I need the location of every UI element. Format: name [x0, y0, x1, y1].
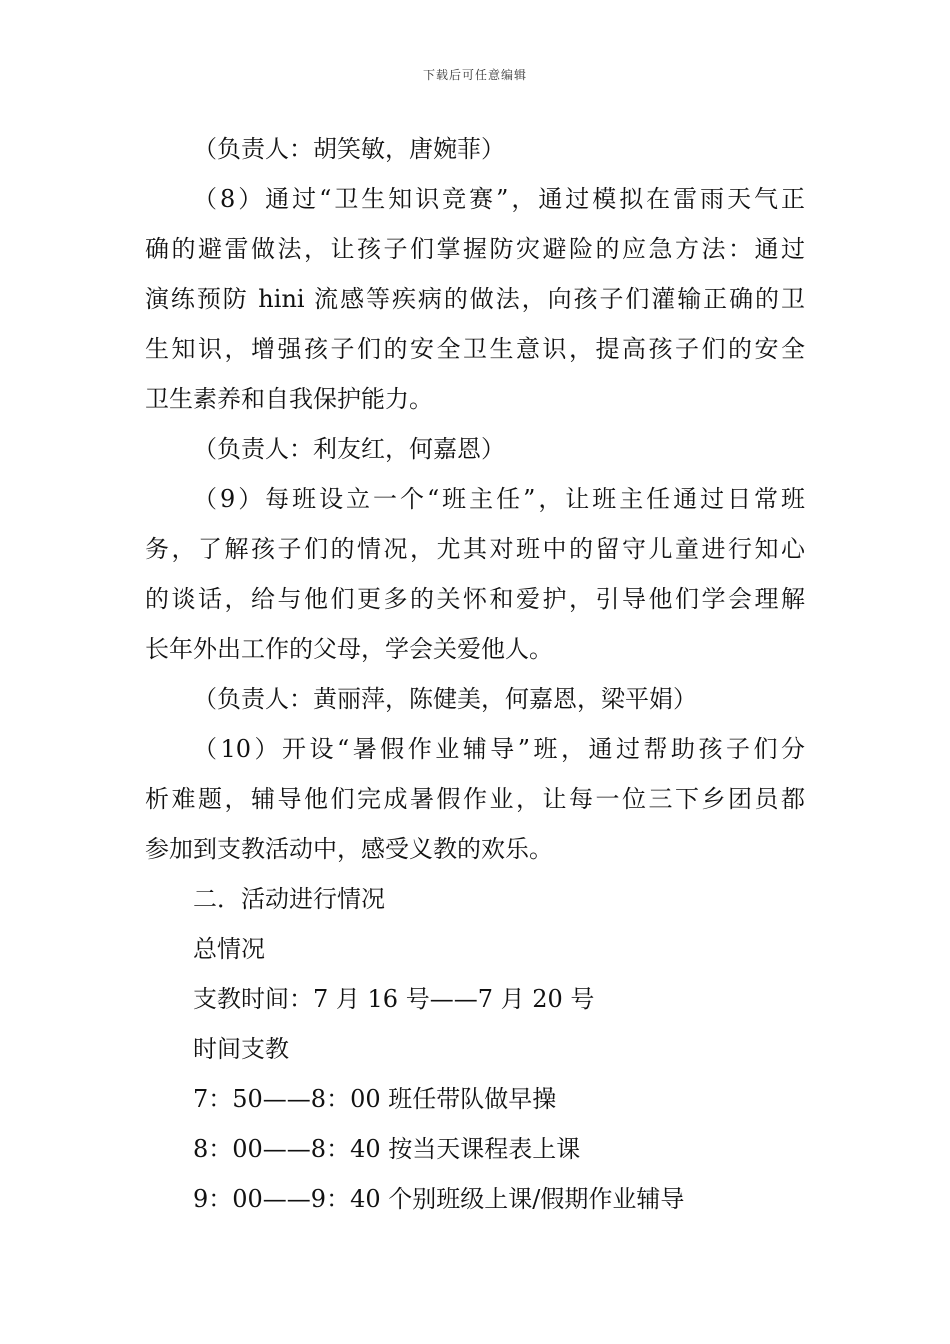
paragraph-line: 析难题，辅导他们完成暑假作业，让每一位三下乡团员都 — [145, 785, 805, 813]
schedule-item: 8：00——8：40 按当天课程表上课 — [193, 1135, 581, 1163]
paragraph-line: 参加到支教活动中，感受义教的欢乐。 — [145, 835, 553, 863]
document-body — [145, 124, 805, 1224]
responsible-persons-line: （负责人：胡笑敏，唐婉菲） — [193, 135, 505, 163]
paragraph-line: （9）每班设立一个“班主任”，让班主任通过日常班 — [193, 485, 805, 513]
responsible-persons-line: （负责人：利友红，何嘉恩） — [193, 435, 505, 463]
section-heading: 二．活动进行情况 — [193, 885, 385, 913]
schedule-heading: 时间支教 — [193, 1035, 289, 1063]
schedule-item: 7：50——8：00 班任带队做早操 — [193, 1085, 557, 1113]
subheading: 总情况 — [193, 935, 265, 963]
paragraph-line: 确的避雷做法，让孩子们掌握防灾避险的应急方法：通过 — [145, 235, 805, 263]
responsible-persons-line: （负责人：黄丽萍，陈健美，何嘉恩，梁平娟） — [193, 685, 697, 713]
schedule-item: 9：00——9：40 个别班级上课/假期作业辅导 — [193, 1185, 685, 1213]
teaching-period-line: 支教时间：7 月 16 号——7 月 20 号 — [193, 985, 595, 1013]
paragraph-line: 演练预防 hini 流感等疾病的做法，向孩子们灌输正确的卫 — [145, 285, 805, 313]
page-header-note: 下载后可任意编辑 — [422, 68, 527, 82]
paragraph-line: （10）开设“暑假作业辅导”班，通过帮助孩子们分 — [193, 735, 805, 763]
paragraph-line: 务，了解孩子们的情况，尤其对班中的留守儿童进行知心 — [145, 535, 805, 563]
paragraph-line: 卫生素养和自我保护能力。 — [145, 385, 433, 413]
paragraph-line: 生知识，增强孩子们的安全卫生意识，提高孩子们的安全 — [145, 335, 805, 363]
paragraph-line: 长年外出工作的父母，学会关爱他人。 — [145, 635, 553, 663]
paragraph-line: 的谈话，给与他们更多的关怀和爱护，引导他们学会理解 — [145, 585, 805, 613]
paragraph-line: （8）通过“卫生知识竞赛”，通过模拟在雷雨天气正 — [193, 185, 805, 213]
